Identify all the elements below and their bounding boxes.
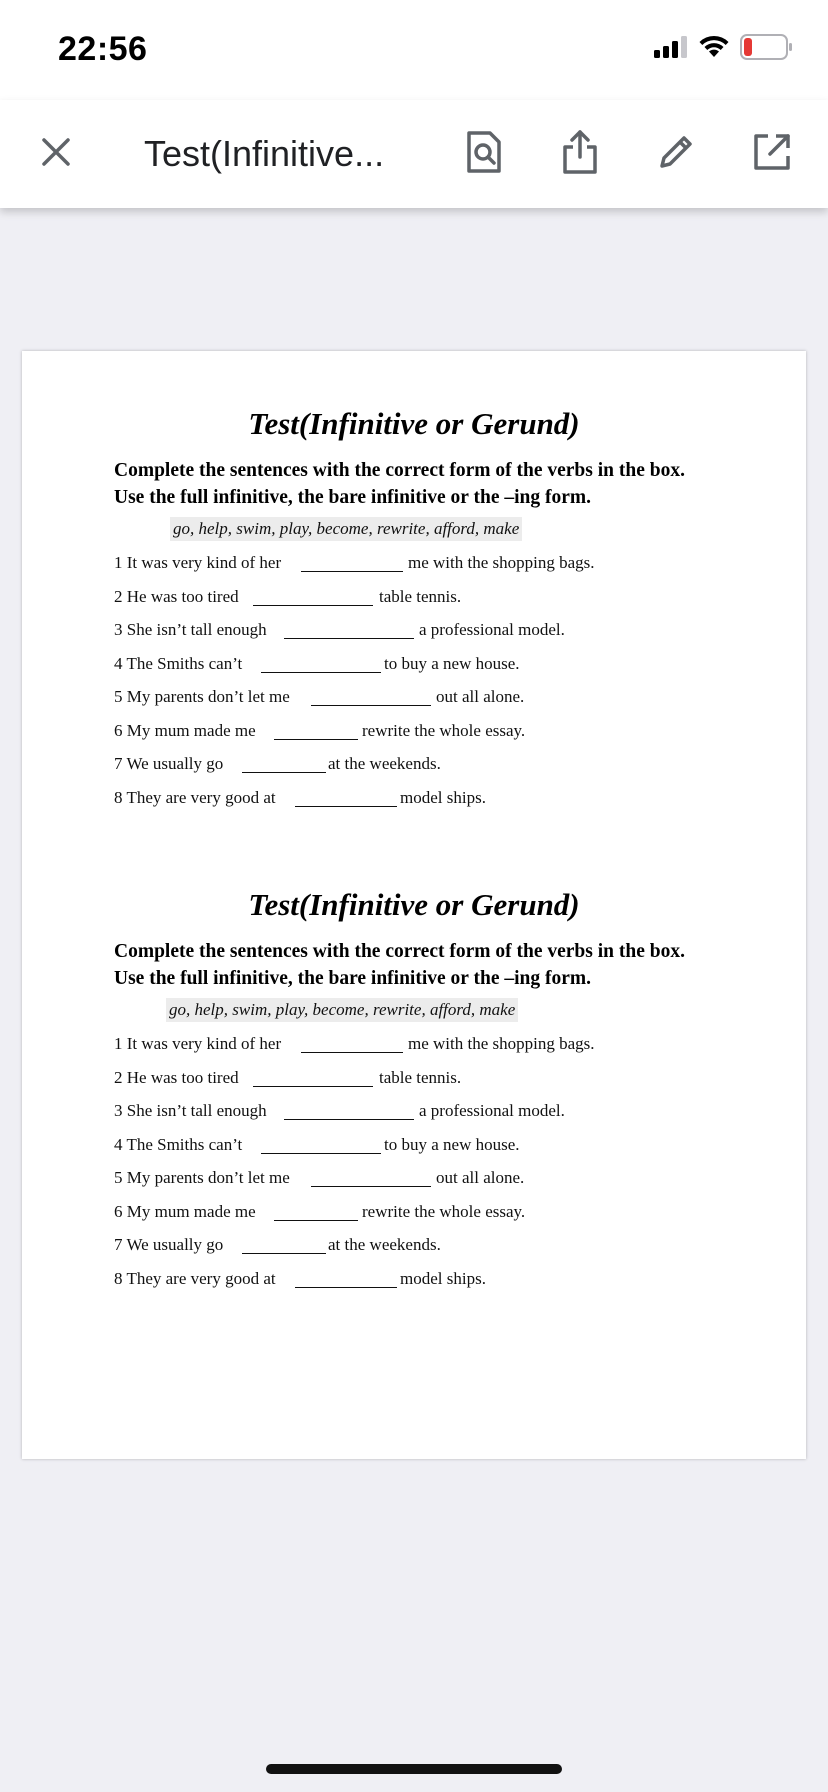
instruction-line: Use the full infinitive, the bare infinitive or the –ing form. [114,487,591,508]
answer-blank [295,806,397,807]
answer-blank [242,1253,326,1254]
question-continuation: me with the shopping bags. [408,1034,595,1053]
status-time: 22:56 [58,30,148,68]
question-text: 2 He was too tired [114,587,239,606]
answer-blank [253,605,373,606]
question-text: 6 My mum made me [114,721,256,740]
question-row [114,1032,595,1056]
question-row [114,1200,526,1224]
question-text: 7 We usually go [114,754,224,773]
question-continuation: to buy a new house. [384,1135,520,1154]
question-row [114,752,441,776]
home-indicator[interactable] [266,1764,562,1774]
question-continuation: model ships. [400,1269,486,1288]
find-in-page-icon [466,130,502,179]
instruction-line: Complete the sentences with the correct form of the verbs in the box. [114,941,685,962]
question-continuation: rewrite the whole essay. [362,1202,526,1221]
open-external-icon [752,132,792,177]
word-box: go, help, swim, play, become, rewrite, afford, make [166,998,518,1022]
answer-blank [274,739,358,740]
question-continuation: me with the shopping bags. [408,553,595,572]
answer-blank [284,638,414,639]
question-continuation: at the weekends. [328,754,441,773]
question-continuation: out all alone. [436,687,525,706]
question-text: 5 My parents don’t let me [114,1168,290,1187]
question-text: 1 It was very kind of her [114,1034,282,1053]
edit-button[interactable] [650,128,702,180]
answer-blank [295,1287,397,1288]
question-row [114,719,526,743]
question-row [114,1133,520,1157]
find-in-document-button[interactable] [458,128,510,180]
question-row [114,685,525,709]
test-title: Test(Infinitive or Gerund) [248,887,580,922]
answer-blank [242,772,326,773]
question-text: 4 The Smiths can’t [114,1135,243,1154]
share-icon [562,129,598,180]
question-text: 8 They are very good at [114,1269,276,1288]
question-continuation: to buy a new house. [384,654,520,673]
test-title: Test(Infinitive or Gerund) [248,406,580,441]
close-button[interactable] [30,128,82,180]
question-continuation: table tennis. [379,587,462,606]
question-row [114,551,595,575]
question-text: 3 She isn’t tall enough [114,1101,267,1120]
answer-blank [311,1186,431,1187]
question-text: 7 We usually go [114,1235,224,1254]
question-text: 4 The Smiths can’t [114,654,243,673]
pencil-icon [656,132,696,177]
open-in-app-button[interactable] [746,128,798,180]
document-page [22,351,806,1459]
document-toolbar [0,100,828,208]
question-row [114,585,462,609]
instructions [114,457,794,511]
question-continuation: a professional model. [419,620,565,639]
status-icons [654,34,794,64]
answer-blank [274,1220,358,1221]
instructions [114,938,794,992]
question-row [114,1066,462,1090]
question-row [114,1233,441,1257]
answer-blank [253,1086,373,1087]
answer-blank [261,672,381,673]
close-icon [40,136,72,173]
wifi-icon [698,35,730,64]
question-continuation: rewrite the whole essay. [362,721,526,740]
question-text: 8 They are very good at [114,788,276,807]
question-continuation: a professional model. [419,1101,565,1120]
question-row [114,1166,525,1190]
document-title: Test(Infinitive... [144,133,385,174]
question-continuation: table tennis. [379,1068,462,1087]
question-row [114,1267,486,1291]
instruction-line: Use the full infinitive, the bare infinitive or the –ing form. [114,968,591,989]
question-text: 1 It was very kind of her [114,553,282,572]
question-text: 2 He was too tired [114,1068,239,1087]
question-row [114,652,520,676]
question-row [114,786,486,810]
share-button[interactable] [554,128,606,180]
status-bar [0,0,828,100]
question-continuation: out all alone. [436,1168,525,1187]
answer-blank [301,1052,403,1053]
word-box: go, help, swim, play, become, rewrite, afford, make [170,517,522,541]
answer-blank [284,1119,414,1120]
answer-blank [311,705,431,706]
answer-blank [261,1153,381,1154]
question-row [114,1099,565,1123]
question-row [114,618,565,642]
battery-icon [740,34,794,65]
question-text: 6 My mum made me [114,1202,256,1221]
question-continuation: at the weekends. [328,1235,441,1254]
question-continuation: model ships. [400,788,486,807]
instruction-line: Complete the sentences with the correct form of the verbs in the box. [114,460,685,481]
question-text: 3 She isn’t tall enough [114,620,267,639]
question-text: 5 My parents don’t let me [114,687,290,706]
answer-blank [301,571,403,572]
cellular-signal-icon [654,36,688,63]
